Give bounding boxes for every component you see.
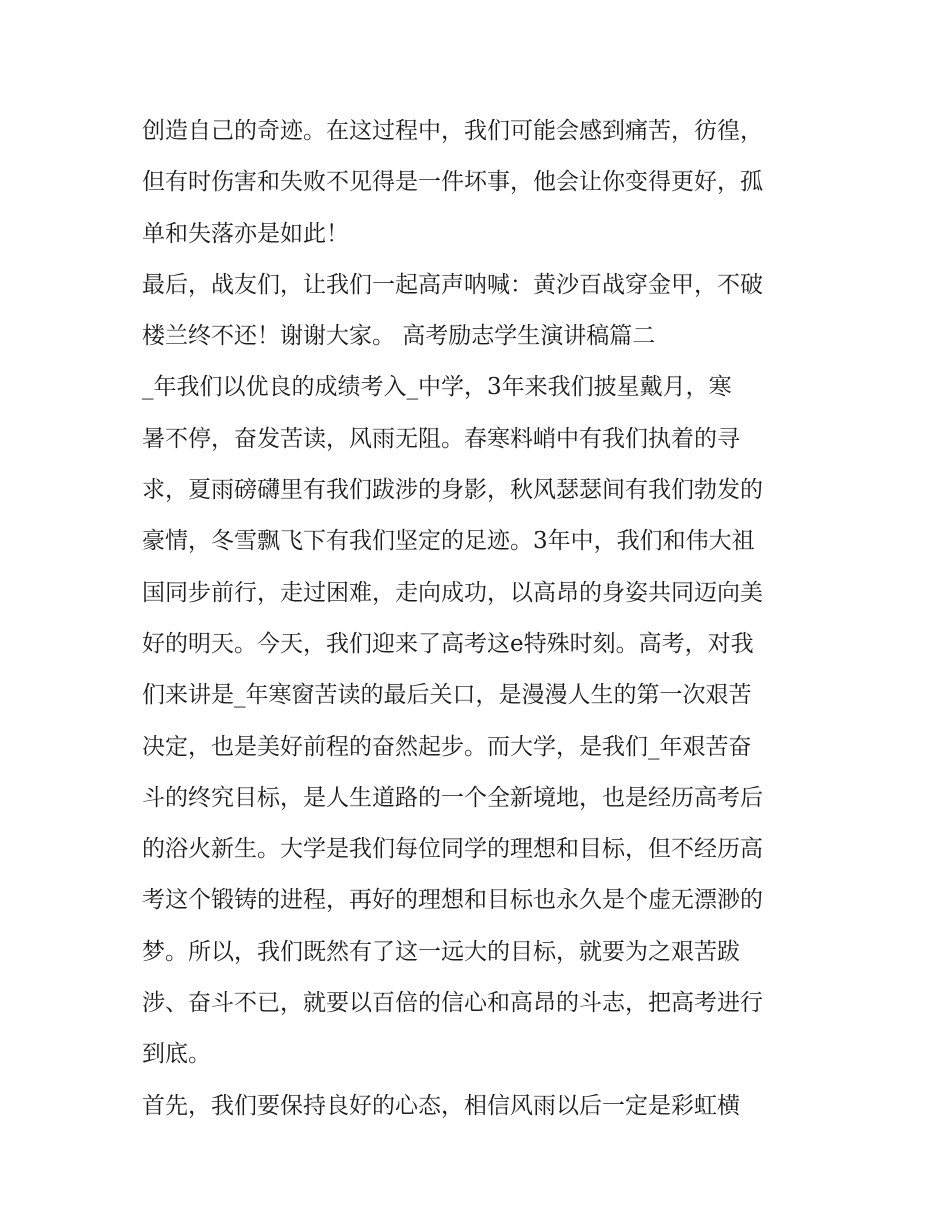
paragraph-1 (142, 106, 822, 260)
text-line: 梦。所以，我们既然有了这一远大的目标，就要为之艰苦跋 (142, 938, 740, 965)
text-line: 好的明天。今天，我们迎来了高考这e特殊时刻。高考，对我 (142, 630, 754, 657)
paragraph-2 (142, 260, 822, 363)
text-line: 的浴火新生。大学是我们每位同学的理想和目标，但不经历高 (142, 836, 763, 863)
text-line: _年我们以优良的成绩考入_中学，3年来我们披星戴月，寒 (142, 374, 732, 401)
text-line: 首先，我们要保持良好的心态，相信风雨以后一定是彩虹横 (142, 1092, 740, 1119)
text-line: 决定，也是美好前程的奋然起步。而大学，是我们_年艰苦奋 (142, 733, 752, 760)
text-line: 国同步前行，走过困难，走向成功，以高昂的身姿共同迈向美 (142, 579, 763, 606)
document-body (142, 106, 822, 1132)
text-line: 但有时伤害和失败不见得是一件坏事，他会让你变得更好，孤 (142, 169, 763, 196)
text-line: 豪情，冬雪飘飞下有我们坚定的足迹。3年中，我们和伟大祖 (142, 528, 755, 555)
text-line: 创造自己的奇迹。在这过程中，我们可能会感到痛苦，彷徨， (142, 118, 763, 144)
text-line: 暑不停，奋发苦读，风雨无阻。春寒料峭中有我们执着的寻 (142, 425, 740, 452)
text-line: 到底。 (142, 1041, 211, 1068)
paragraph-3 (142, 362, 822, 1080)
text-line: 考这个锻铸的进程，再好的理想和目标也永久是个虚无漂渺的 (142, 887, 763, 914)
text-line: 们来讲是_年寒窗苦读的最后关口，是漫漫人生的第一次艰苦 (142, 682, 752, 709)
text-line: 求，夏雨磅礴里有我们跋涉的身影，秋风瑟瑟间有我们勃发的 (142, 477, 763, 504)
text-line: 斗的终究目标，是人生道路的一个全新境地，也是经历高考后 (142, 784, 763, 811)
text-line: 单和失落亦是如此！ (142, 220, 349, 247)
text-line: 楼兰终不还！谢谢大家。 高考励志学生演讲稿篇二 (142, 323, 656, 350)
text-line: 最后，战友们，让我们一起高声呐喊：黄沙百战穿金甲，不破 (142, 271, 763, 298)
paragraph-4 (142, 1081, 822, 1132)
text-line: 涉、奋斗不已，就要以百倍的信心和高昂的斗志，把高考进行 (142, 990, 763, 1017)
